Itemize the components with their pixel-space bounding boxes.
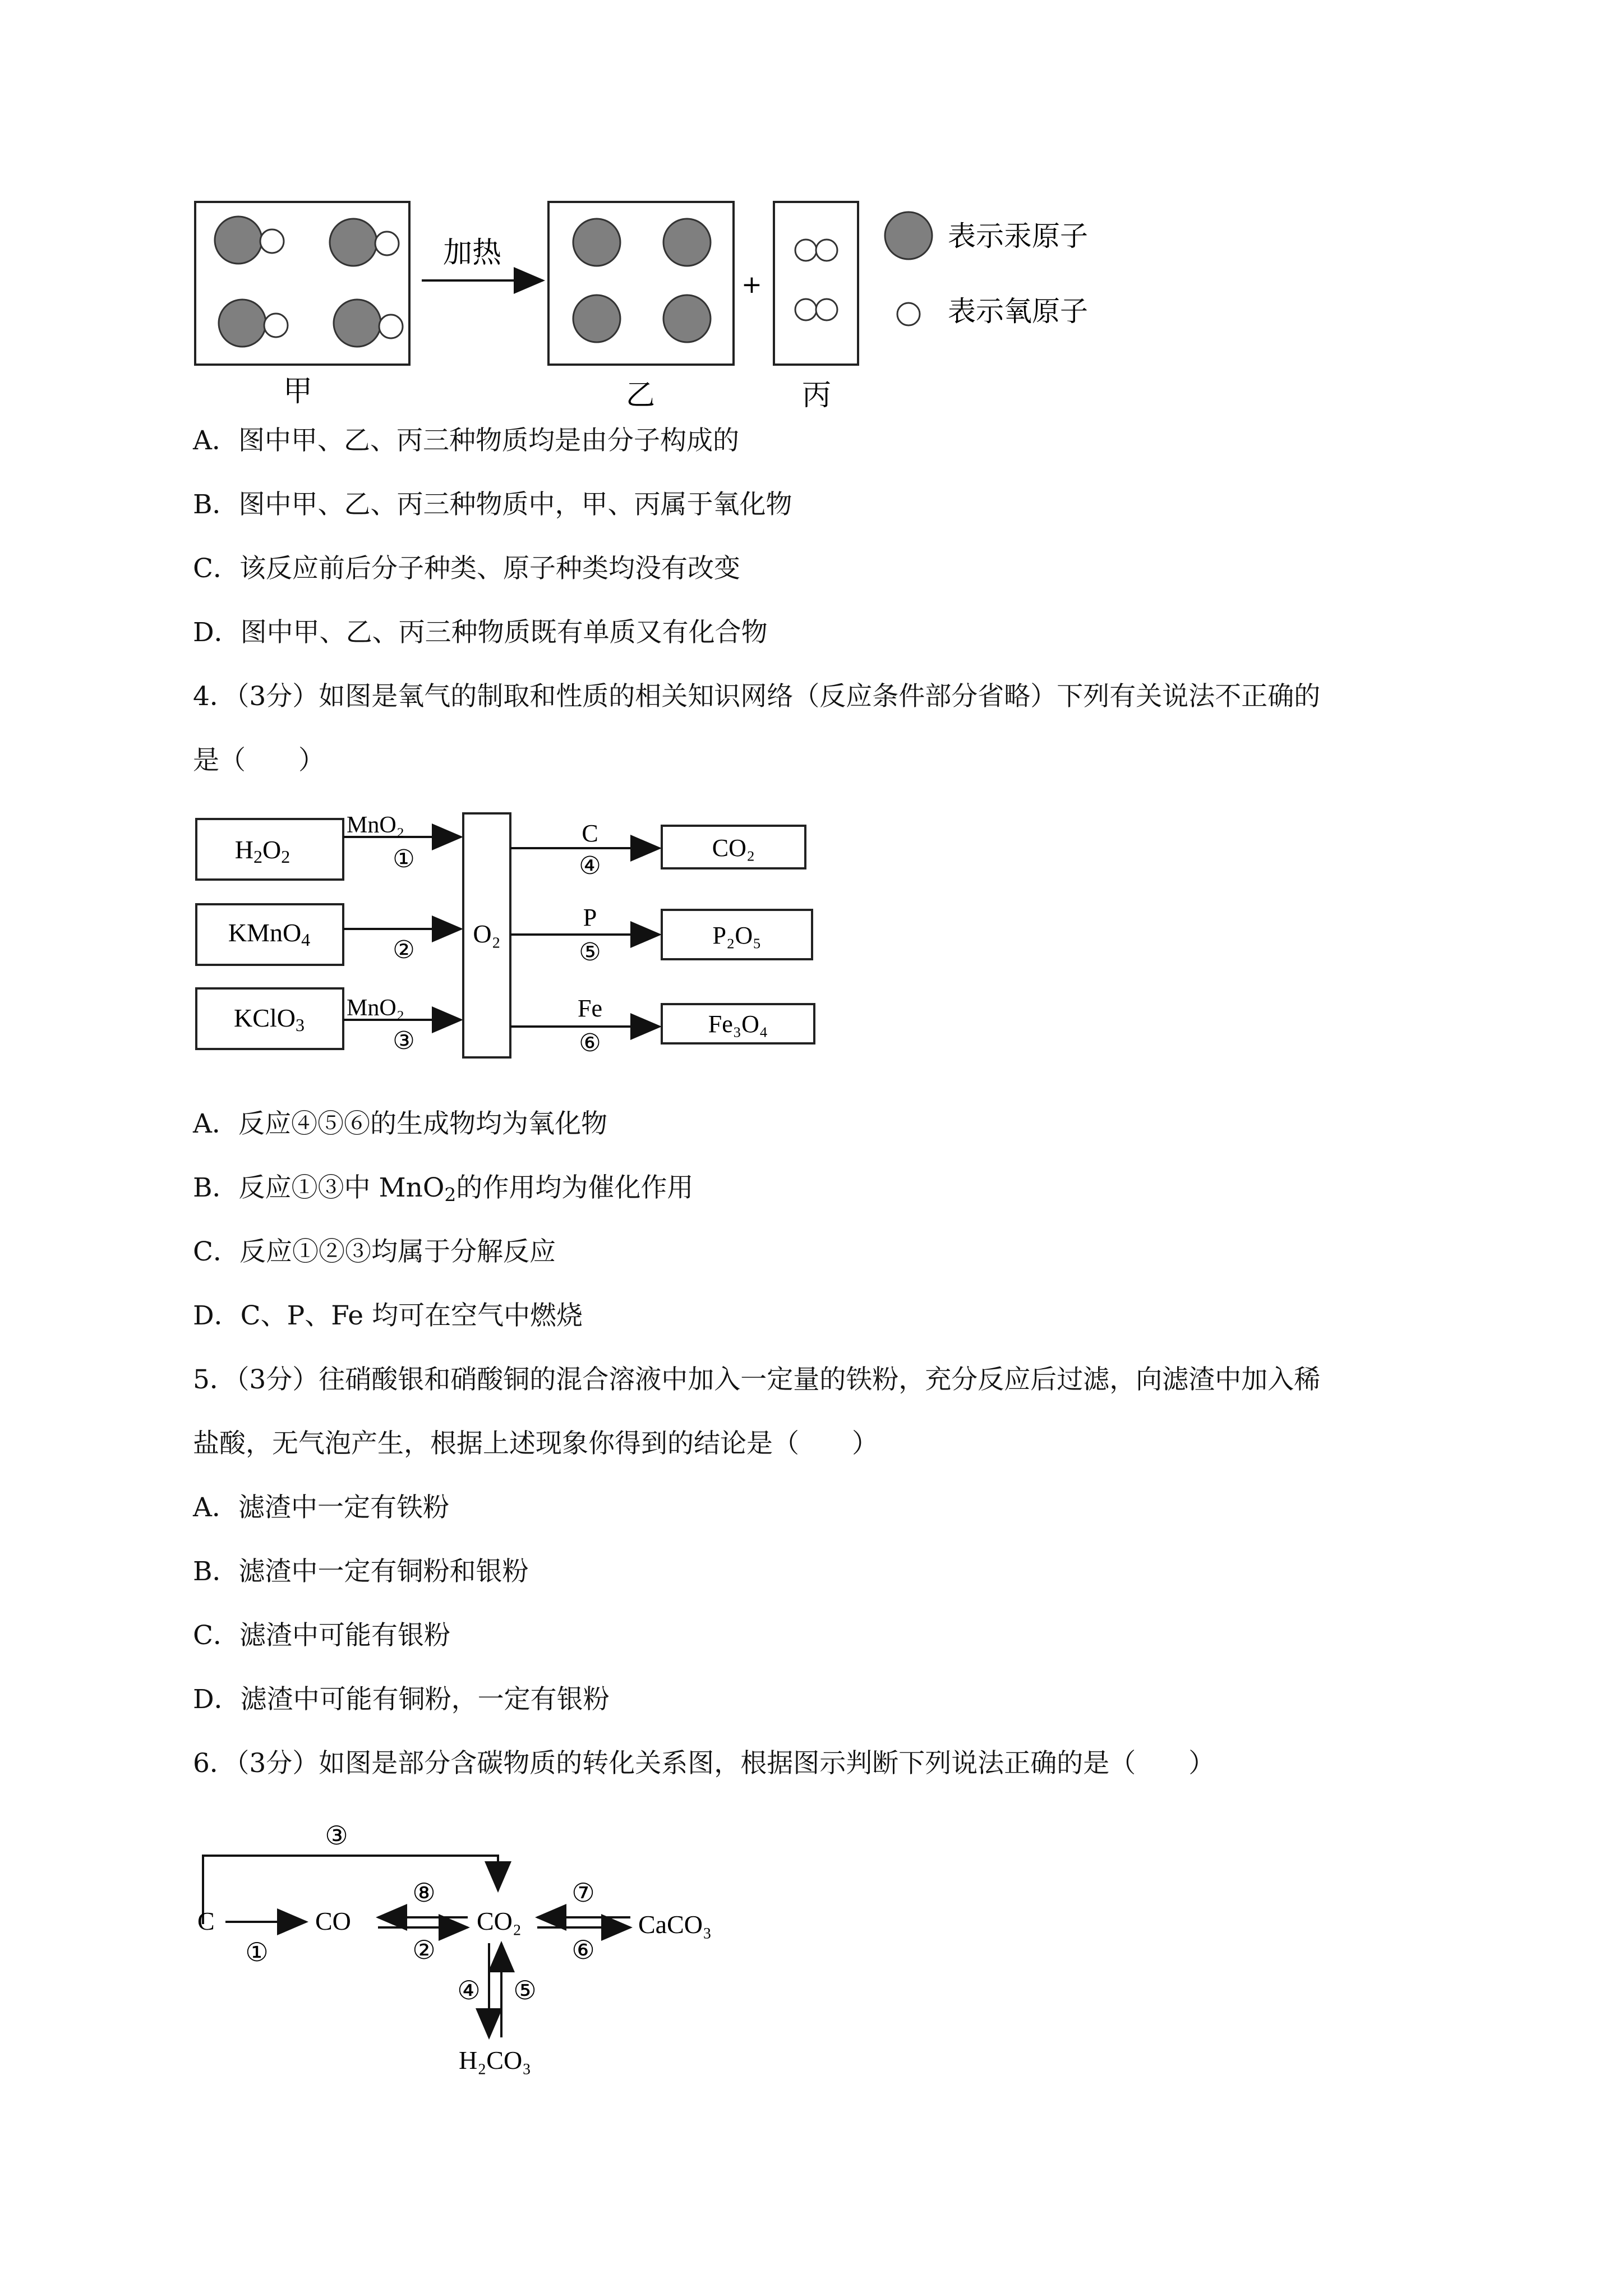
q3-option-a: A．图中甲、乙、丙三种物质均是由分子构成的 (193, 425, 739, 456)
reactant-c: C (582, 820, 598, 847)
label-kmno4: KMnO4 (228, 918, 311, 950)
label-h2o2: H2O2 (234, 835, 291, 867)
q5-option-c: C．滤渣中可能有银粉 (193, 1620, 450, 1651)
arrow-label: 加热 (443, 236, 502, 270)
q4-option-c: C．反应①②③均属于分解反应 (193, 1236, 556, 1267)
box-yi (548, 202, 734, 365)
node-co: CO (315, 1907, 351, 1935)
q4-stem-line2: 是（ ） (193, 745, 325, 776)
mark-2: ② (412, 1936, 436, 1964)
q4-option-a: A．反应④⑤⑥的生成物均为氧化物 (193, 1108, 607, 1139)
catalyst-1: MnO₂ (347, 812, 405, 838)
legend-mercury-label: 表示汞原子 (948, 220, 1088, 252)
mark-4: ④ (579, 852, 601, 880)
reaction-particle-diagram (191, 191, 1133, 415)
q4-option-b-pre: B．反应①③中 MnO (193, 1172, 445, 1203)
mark-5: ⑤ (513, 1976, 537, 2005)
label-jia: 甲 (283, 375, 313, 408)
legend-mercury-symbol (885, 212, 932, 259)
label-kclo3: KClO3 (234, 1004, 305, 1035)
label-bing: 丙 (802, 379, 832, 412)
q5-stem-line1: 5．（3分）往硝酸银和硝酸铜的混合溶液中加入一定量的铁粉，充分反应后过滤，向滤渣中加入稀 (193, 1364, 1321, 1395)
carbon-conversion-diagram (191, 1812, 751, 2081)
q5-stem-line2: 盐酸，无气泡产生，根据上述现象你得到的结论是（ ） (193, 1428, 878, 1459)
mark-6: ⑥ (571, 1936, 595, 1964)
box-bing (774, 202, 858, 365)
node-caco3: CaCO₃ (638, 1910, 712, 1939)
reactant-fe: Fe (578, 995, 602, 1022)
catalyst-3: MnO₂ (347, 995, 405, 1021)
legend-oxygen-label: 表示氧原子 (948, 295, 1088, 328)
product-co2: CO₂ (712, 834, 755, 862)
mark-6: ⑥ (579, 1029, 601, 1057)
q5-option-b: B．滤渣中一定有铜粉和银粉 (193, 1556, 529, 1587)
mark-4: ④ (457, 1976, 481, 2005)
mark-1: ① (393, 845, 415, 873)
mark-8: ⑧ (412, 1879, 436, 1907)
reactant-p: P (583, 904, 597, 931)
q3-option-c: C．该反应前后分子种类、原子种类均没有改变 (193, 553, 740, 584)
q6-stem: 6．（3分）如图是部分含碳物质的转化关系图，根据图示判断下列说法正确的是（ ） (193, 1748, 1215, 1779)
product-p2o5: P₂O₅ (712, 922, 762, 949)
legend-oxygen-symbol (897, 303, 920, 325)
mark-5: ⑤ (579, 938, 601, 966)
mark-7: ⑦ (571, 1879, 595, 1907)
mark-1: ① (245, 1938, 269, 1967)
plus-sign: + (741, 270, 762, 299)
q4-option-d: D．C、P、Fe 均可在空气中燃烧 (193, 1300, 583, 1331)
q5-option-d: D．滤渣中可能有铜粉，一定有银粉 (193, 1684, 610, 1715)
node-c: C (197, 1907, 215, 1935)
oxygen-knowledge-network (191, 808, 830, 1071)
node-h2co3: H₂CO₃ (459, 2046, 532, 2074)
q3-option-b: B．图中甲、乙、丙三种物质中，甲、丙属于氧化物 (193, 489, 792, 520)
q4-option-b-post: 的作用均为催化作用 (456, 1172, 694, 1203)
product-fe3o4: Fe₃O₄ (708, 1010, 768, 1038)
label-yi: 乙 (626, 379, 656, 412)
q5-option-a: A．滤渣中一定有铁粉 (193, 1492, 449, 1523)
mark-2: ② (393, 936, 415, 964)
label-o2: O₂ (473, 919, 501, 948)
mark-3: ③ (325, 1821, 348, 1850)
q3-option-d: D．图中甲、乙、丙三种物质既有单质又有化合物 (193, 617, 768, 648)
q4-stem-line1: 4．（3分）如图是氧气的制取和性质的相关知识网络（反应条件部分省略）下列有关说法不正确的 (193, 681, 1321, 712)
mark-3: ③ (393, 1027, 415, 1055)
q4-option-b (193, 1171, 693, 1212)
node-co2: CO₂ (477, 1907, 522, 1935)
q4-option-b-sub: 2 (444, 1184, 457, 1206)
